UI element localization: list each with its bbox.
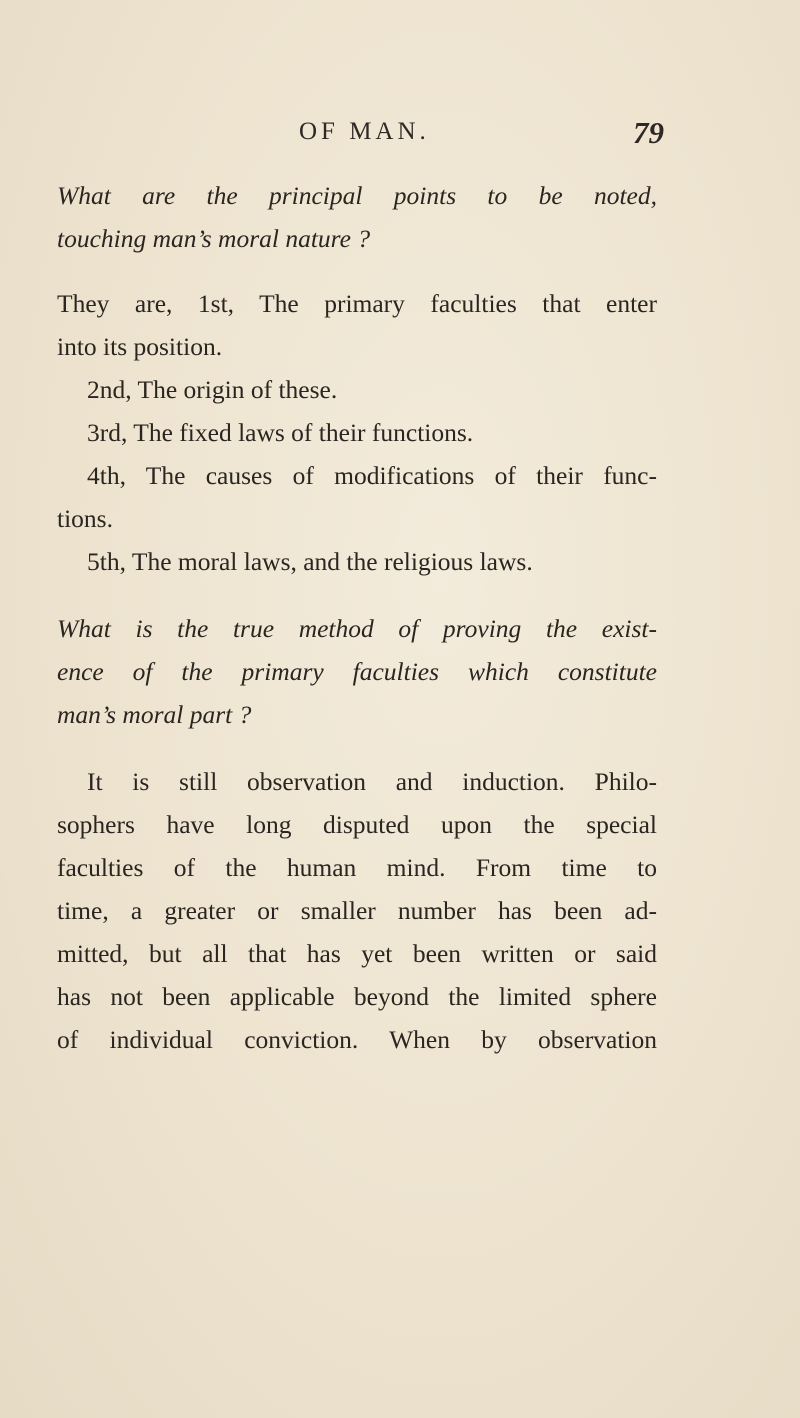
answer-1 [57, 282, 657, 583]
question-1-line-2: touching man’s moral nature ? [57, 224, 371, 253]
question-2-line-2: ence of the primary faculties which constitute [57, 657, 657, 686]
question-2 [57, 607, 657, 736]
answer-1-line-3: 2nd, The origin of these. [87, 375, 338, 404]
answer-2-line-2: sophers have long disputed upon the special [57, 810, 657, 839]
answer-1-line-7: 5th, The moral laws, and the religious laws. [87, 547, 533, 576]
answer-2-line-1: It is still observation and induction. Philo- [87, 767, 657, 796]
spacer [57, 736, 657, 760]
body-text [57, 174, 657, 1061]
spacer [57, 583, 657, 607]
answer-2-line-5: mitted, but all that has yet been written or said [57, 939, 657, 968]
answer-1-line-2: into its position. [57, 332, 223, 361]
running-title: OF MAN. [299, 118, 430, 145]
answer-1-line-6: tions. [57, 504, 113, 533]
answer-1-line-1: They are, 1st, The primary faculties that enter [57, 289, 657, 318]
page-number: 79 [633, 115, 664, 150]
answer-1-line-5: 4th, The causes of modifications of their func- [87, 461, 657, 490]
question-1 [57, 174, 657, 260]
question-2-line-3: man’s moral part ? [57, 700, 252, 729]
answer-2-line-6: has not been applicable beyond the limited sphere [57, 982, 657, 1011]
answer-2 [57, 760, 657, 1061]
question-1-line-1: What are the principal points to be noted, [57, 181, 657, 210]
answer-1-line-4: 3rd, The fixed laws of their functions. [87, 418, 474, 447]
answer-2-line-3: faculties of the human mind. From time to [57, 853, 657, 882]
answer-2-line-7: of individual conviction. When by observation [57, 1025, 657, 1054]
running-head [0, 115, 800, 158]
answer-2-line-4: time, a greater or smaller number has been ad- [57, 896, 657, 925]
question-2-line-1: What is the true method of proving the exist- [57, 614, 657, 643]
spacer [57, 260, 657, 282]
